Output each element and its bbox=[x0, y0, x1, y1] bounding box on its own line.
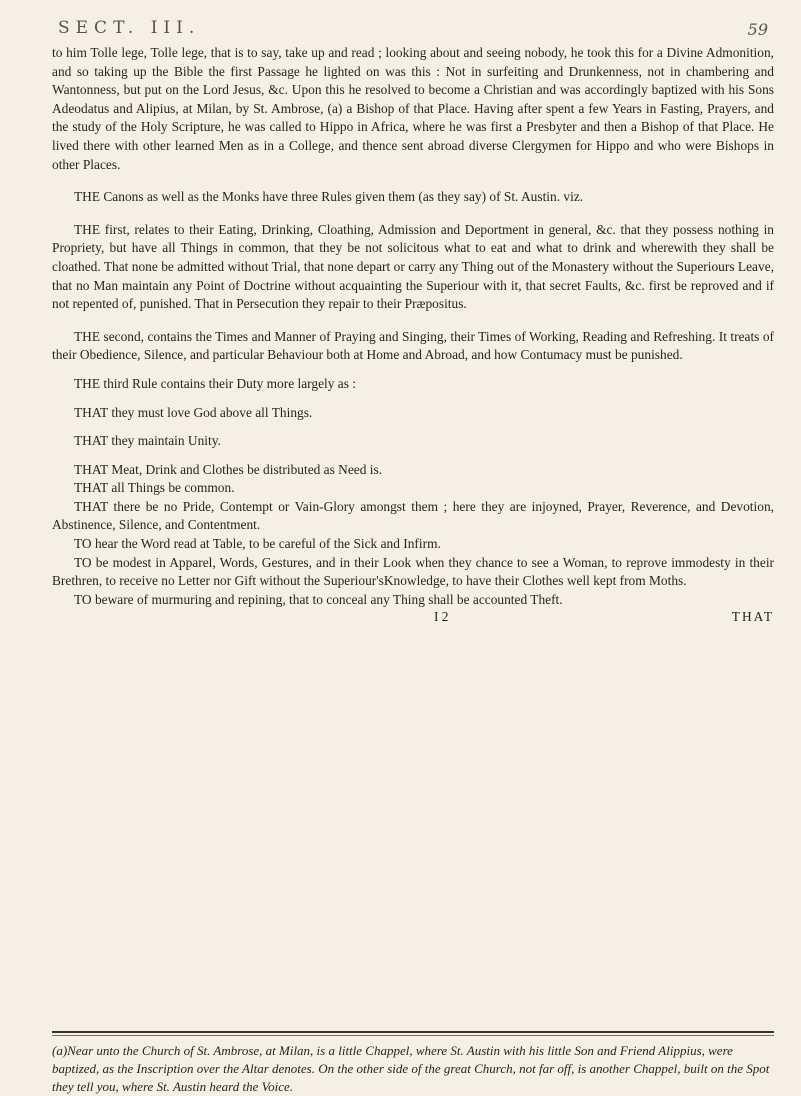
rule-word-at-table: TO hear the Word read at Table, to be careful of the Sick and Infirm. bbox=[74, 536, 441, 552]
rule-unity: THAT they maintain Unity. bbox=[74, 433, 221, 449]
rule-no-pride: THAT there be no Pride, Contempt or Vain-Glory amongst them ; here they are injoyned, Prayer, Reverence, and Devotion, Abstinence, Silence, and Contentment. bbox=[52, 498, 774, 533]
page-footer-marks bbox=[52, 609, 774, 629]
paragraph-first-rule: THE first, relates to their Eating, Drinking, Cloathing, Admission and Deportment in general, &c. that they possess nothing in Propriety, but have all Things in common, that they be not solicitous what to eat and what to drink and wherewith they shall be cloathed. That none be admitted without Trial, that none depart or carry any Thing out of the Monastery without the Superiours Leave, that no Man maintain any Point of Doctrine without acquainting the Superiour with it, that secret Faults, &c. first be reproved and if not repented of, punished. That in Persecution they repair to their Præpositus. bbox=[52, 221, 774, 312]
text-body bbox=[52, 44, 774, 629]
paragraph-1: to him Tolle lege, Tolle lege, that is to say, take up and read ; looking about and seeing nobody, he took this for a Divine Admonition, and so taking up the Bible the first Passage he lighted on was this : Not in surfeiting and Drunkenness, not in chambering and Wantonness, but put on the Lord Jesus, &c. Upon this he resolved to become a Christian and was accordingly baptized with his Sons Adeodatus and Alipius, at Milan, by St. Ambrose, (a) a Bishop of that Place. Having after spent a few Years in Fasting, Prayers, and the study of the Holy Scripture, he was called to Hippo in Africa, where he was first a Presbyter and then a Bishop of that Place. He lived there with other learned Men as in a College, and thence sent abroad diverse Clergymen for Hippo and who were Bishops in other Places. bbox=[52, 45, 774, 172]
signature-mark: I 2 bbox=[434, 609, 449, 625]
footnote-rule-thin bbox=[52, 1035, 774, 1036]
catchword: THAT bbox=[731, 609, 774, 625]
rule-love-god: THAT they must love God above all Things. bbox=[74, 404, 313, 420]
page-number: 59 bbox=[747, 20, 768, 39]
rule-modesty: TO be modest in Apparel, Words, Gestures, and in their Look when they chance to see a Woman, to reprove immodesty in their Brethren, to receive no Letter nor Gift without the Superiour'sKnowledge, to have their Clothes well kept from Moths. bbox=[52, 554, 774, 589]
rule-common: THAT all Things be common. bbox=[74, 480, 235, 496]
paragraph-second-rule: THE second, contains the Times and Manner of Praying and Singing, their Times of Working, Reading and Refreshing. It treats of their Obedience, Silence, and particular Behaviour both at Home and Abroad, and how Contumacy must be punished. bbox=[52, 328, 774, 363]
section-heading: SECT. III. bbox=[58, 18, 201, 38]
running-header bbox=[58, 18, 768, 44]
footnote: (a)Near unto the Church of St. Ambrose, at Milan, is a little Chappel, where St. Austin with his little Son and Friend Alippius, were baptized, as the Inscription over the Altar denotes. On the other side of the great Church, not far off, is another Chappel, built on the Spot they tell you, where St. Austin heard the Voice. bbox=[52, 1043, 770, 1094]
rule-murmuring: TO beware of murmuring and repining, that to conceal any Thing shall be accounted Theft. bbox=[74, 591, 563, 607]
paragraph-canons: THE Canons as well as the Monks have three Rules given them (as they say) of St. Austin. viz. bbox=[74, 189, 584, 205]
rule-distribution: THAT Meat, Drink and Clothes be distributed as Need is. bbox=[74, 461, 383, 477]
footnote-rule bbox=[52, 1031, 774, 1033]
paragraph-third-rule: THE third Rule contains their Duty more largely as : bbox=[74, 375, 357, 391]
